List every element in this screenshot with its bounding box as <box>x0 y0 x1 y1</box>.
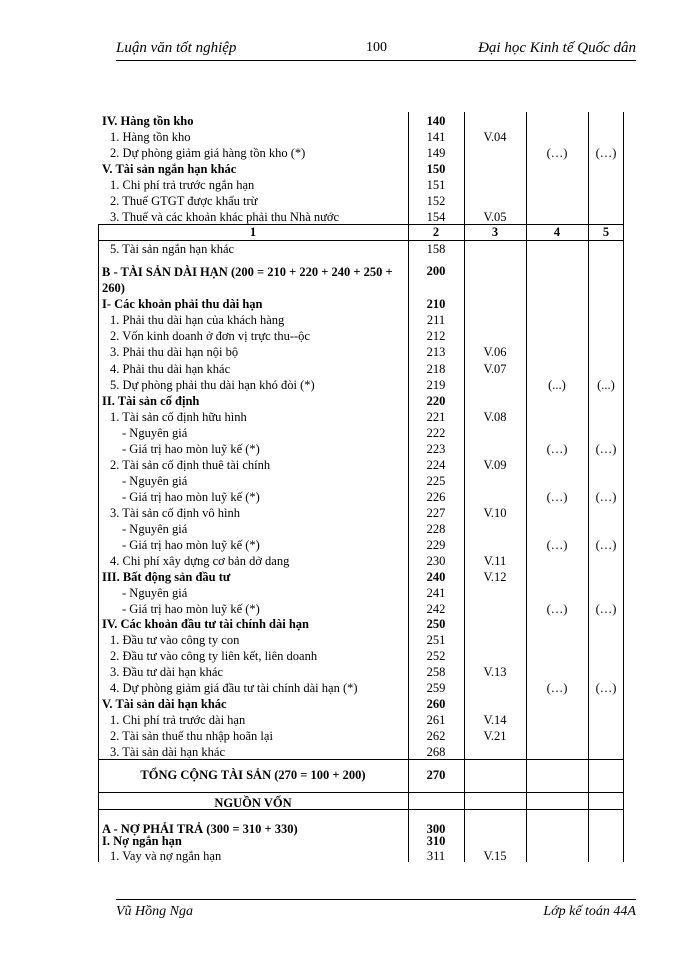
row-label: - Giá trị hao mòn luỹ kế (*) <box>122 442 260 456</box>
row-code: 212 <box>426 329 446 343</box>
row-code: 224 <box>426 458 446 472</box>
row-code: 241 <box>426 586 446 600</box>
row-code: 219 <box>426 378 446 392</box>
row-note: V.11 <box>483 554 507 568</box>
row-note: V.09 <box>483 458 507 472</box>
row-period-end: (…) <box>546 538 568 552</box>
row-label: NGUỒN VỐN <box>214 796 292 810</box>
row-period-end: (…) <box>546 442 568 456</box>
row-label: V. Tài sản ngắn hạn khác <box>102 162 237 176</box>
header-right: Đại học Kinh tế Quốc dân <box>478 40 636 56</box>
row-label: 1. Chi phí trả trước dài hạn <box>110 713 246 727</box>
row-label: 5. Dự phòng phải thu dài hạn khó đòi (*) <box>110 378 315 392</box>
row-code: 151 <box>426 178 446 192</box>
row-code: 211 <box>426 313 446 327</box>
row-code: 311 <box>426 849 446 863</box>
row-label: 1. Phải thu dài hạn của khách hàng <box>110 313 285 327</box>
row-code: 270 <box>426 768 446 782</box>
row-code: 200 <box>426 264 446 278</box>
row-label: 5. Tài sản ngắn hạn khác <box>110 242 235 256</box>
row-label: 2. Tài sản cố định thuê tài chính <box>110 458 271 472</box>
row-code: 262 <box>426 729 446 743</box>
row-label: - Nguyên giá <box>122 522 188 536</box>
row-label: 1. Đầu tư vào công ty con <box>110 633 240 647</box>
row-period-end: (…) <box>546 681 568 695</box>
row-code: 240 <box>426 570 446 584</box>
row-label: II. Tài sản cố định <box>102 394 200 408</box>
row-label: 1. Hàng tồn kho <box>110 130 191 144</box>
row-period-start: 5 <box>602 225 610 239</box>
row-label: 2. Tài sản thuế thu nhập hoãn lại <box>110 729 273 743</box>
row-separator <box>98 240 624 241</box>
row-code: 218 <box>426 362 446 376</box>
row-code: 158 <box>426 242 446 256</box>
row-label: V. Tài sản dài hạn khác <box>102 697 227 711</box>
row-code: 213 <box>426 345 446 359</box>
column-line <box>98 224 99 862</box>
row-note: V.13 <box>483 665 507 679</box>
row-code: 222 <box>426 426 446 440</box>
row-label: - Giá trị hao mòn luỹ kế (*) <box>122 602 260 616</box>
row-label: IV. Hàng tồn kho <box>102 114 194 128</box>
row-label: 3. Đầu tư dài hạn khác <box>110 665 223 679</box>
row-period-end: (...) <box>548 378 566 392</box>
row-code: 259 <box>426 681 446 695</box>
row-period-start: (...) <box>597 378 615 392</box>
row-note: V.08 <box>483 410 507 424</box>
row-code: 230 <box>426 554 446 568</box>
row-note: V.12 <box>483 570 507 584</box>
row-note: V.05 <box>483 210 507 224</box>
row-period-start: (…) <box>595 538 617 552</box>
row-label: 4. Chi phí xây dựng cơ bản dở dang <box>110 554 290 568</box>
row-separator <box>98 759 624 760</box>
row-code: 258 <box>426 665 446 679</box>
row-note: V.10 <box>483 506 507 520</box>
row-label: 2. Đầu tư vào công ty liên kết, liên doanh <box>110 649 318 663</box>
footer-left: Vũ Hồng Nga <box>116 904 193 919</box>
row-code: 268 <box>426 745 446 759</box>
row-period-start: (…) <box>595 442 617 456</box>
row-code: 154 <box>426 210 446 224</box>
row-label: 1. Vay và nợ ngắn hạn <box>110 849 222 863</box>
row-label: 2. Vốn kinh doanh ở đơn vị trực thu--ộc <box>110 329 310 343</box>
row-label: III. Bất động sản đầu tư <box>102 570 231 584</box>
row-code: 242 <box>426 602 446 616</box>
row-period-end: (…) <box>546 146 568 160</box>
row-code: 220 <box>426 394 446 408</box>
row-code: 210 <box>426 297 446 311</box>
row-note: V.14 <box>483 713 507 727</box>
row-code: 226 <box>426 490 446 504</box>
row-note: V.04 <box>483 130 507 144</box>
row-note: V.06 <box>483 345 507 359</box>
row-label: 2. Thuế GTGT được khấu trừ <box>110 194 258 208</box>
row-period-start: (…) <box>595 146 617 160</box>
balance-sheet-table <box>98 112 624 862</box>
row-label: 3. Tài sản dài hạn khác <box>110 745 226 759</box>
row-code: 300 <box>426 822 446 836</box>
row-code: 141 <box>426 130 446 144</box>
row-code: 2 <box>432 225 440 239</box>
row-note: V.21 <box>483 729 507 743</box>
row-code: 252 <box>426 649 446 663</box>
row-label: 4. Phải thu dài hạn khác <box>110 362 231 376</box>
page-number: 100 <box>366 40 387 55</box>
row-code: 229 <box>426 538 446 552</box>
row-note: 3 <box>491 225 499 239</box>
row-code: 260 <box>426 697 446 711</box>
row-code: 149 <box>426 146 446 160</box>
row-period-end: (…) <box>546 602 568 616</box>
row-note: V.07 <box>483 362 507 376</box>
row-label: I- Các khoản phải thu dài hạn <box>102 297 263 311</box>
row-label: - Nguyên giá <box>122 426 188 440</box>
page-footer <box>116 899 636 922</box>
row-code: 228 <box>426 522 446 536</box>
footer-right: Lớp kế toán 44A <box>543 904 636 919</box>
row-label: A - NỢ PHẢI TRẢ (300 = 310 + 330) <box>102 822 298 836</box>
row-period-end: (…) <box>546 490 568 504</box>
row-period-start: (…) <box>595 681 617 695</box>
row-label: TỔNG CỘNG TÀI SẢN (270 = 100 + 200) <box>140 768 366 782</box>
row-code: 221 <box>426 410 446 424</box>
row-period-start: (…) <box>595 602 617 616</box>
row-label: 1. Chi phí trả trước ngắn hạn <box>110 178 255 192</box>
row-code: 152 <box>426 194 446 208</box>
row-label: - Nguyên giá <box>122 586 188 600</box>
row-note: V.15 <box>483 849 507 863</box>
row-label: - Nguyên giá <box>122 474 188 488</box>
row-label: 2. Dự phòng giảm giá hàng tồn kho (*) <box>110 146 306 160</box>
row-label: 1 <box>249 225 257 239</box>
row-code: 251 <box>426 633 446 647</box>
row-code: 310 <box>426 834 446 848</box>
row-label: - Giá trị hao mòn luỹ kế (*) <box>122 538 260 552</box>
row-label: - Giá trị hao mòn luỹ kế (*) <box>122 490 260 504</box>
row-label: 3. Phải thu dài hạn nội bộ <box>110 345 239 359</box>
row-label: I. Nợ ngắn hạn <box>102 834 182 848</box>
row-label: 3. Thuế và các khoản khác phải thu Nhà nước <box>110 210 340 224</box>
row-code: 261 <box>426 713 446 727</box>
row-code: 223 <box>426 442 446 456</box>
row-label: 4. Dự phòng giảm giá đầu tư tài chính dài hạn (*) <box>110 681 358 695</box>
row-code: 140 <box>426 114 446 128</box>
row-code: 250 <box>426 617 446 631</box>
row-period-end: 4 <box>553 225 561 239</box>
row-label: B - TÀI SẢN DÀI HẠN (200 = 210 + 220 + 240 + 250 + 260) <box>102 265 393 295</box>
row-code: 227 <box>426 506 446 520</box>
page-header <box>116 40 636 61</box>
row-period-start: (…) <box>595 490 617 504</box>
header-left: Luận văn tốt nghiệp <box>116 40 237 56</box>
row-label: 3. Tài sản cố định vô hình <box>110 506 240 520</box>
row-separator <box>98 792 624 793</box>
row-label: 1. Tài sản cố định hữu hình <box>110 410 247 424</box>
row-label: IV. Các khoản đầu tư tài chính dài hạn <box>102 617 309 631</box>
row-code: 150 <box>426 162 446 176</box>
row-code: 225 <box>426 474 446 488</box>
